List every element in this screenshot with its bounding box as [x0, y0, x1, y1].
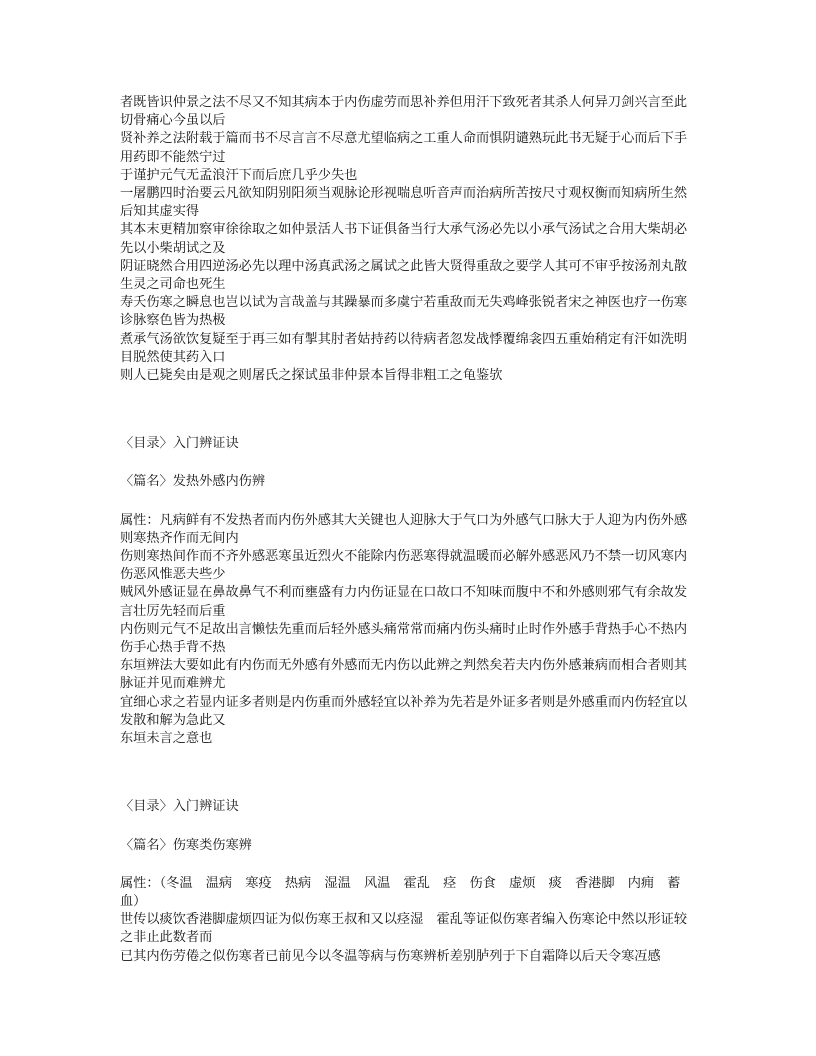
paragraph: 世传以痰饮香港脚虚烦四证为似伤寒王叔和又以痉湿 霍乱等证似伤寒者编入伤寒论中然以形证较之非止此数者而	[120, 912, 688, 946]
chapter-title: 〈篇名〉伤寒类伤寒辨	[120, 837, 252, 853]
chapter-title: 〈篇名〉发热外感内伤辨	[120, 474, 266, 490]
paragraph: 阴证晓然合用四逆汤必先以理中汤真武汤之属试之此皆大贤得重敌之要学人其可不审乎按汤剂丸散生灵之司命也死生	[120, 258, 688, 293]
paragraph: 煮承气汤欲饮复疑至于再三如有掣其肘者姑持药以待病者忽发战悸覆绵衾四五重始稍定有汗如洗明目脱然使其药入口	[120, 331, 688, 365]
paragraph: 于谨护元气无孟浪汗下而后庶几乎少失也	[120, 167, 358, 183]
paragraph: 属性：（冬温 温病 寒疫 热病 湿温 风温 霍乱 痉 伤食 虚烦 痰 香港脚 内痈 蓄血）	[120, 875, 681, 909]
paragraph: 已其内伤劳倦之似伤寒者已前见今以冬温等病与伤寒辨析差别胪列于下自霜降以后天令寒冱感	[120, 948, 661, 964]
paragraph: 东垣未言之意也	[120, 731, 213, 747]
paragraph: 寿夭伤寒之瞬息也岂以试为言哉盖与其躁暴而多虞宁若重敌而无失鸡峰张锐者宋之神医也疗一伤寒诊脉察色皆为热极	[120, 295, 688, 329]
paragraph: 者既皆识仲景之法不尽又不知其病本于内伤虚劳而思补养但用汗下致死者其杀人何异刀剑兴言至此切骨痛心今虽以后	[120, 95, 688, 129]
paragraph: 伤则寒热间作而不齐外感恶寒虽近烈火不能除内伤恶寒得就温暖而必解外感恶风乃不禁一切风寒内伤恶风惟恶夫些少	[120, 549, 688, 583]
paragraph: 属性：凡病鲜有不发热者而内伤外感其大关键也人迎脉大于气口为外感气口脉大于人迎为内伤外感则寒热齐作而无间内	[120, 512, 688, 546]
paragraph: 一屠鹏四时治要云凡欲知阴别阳须当观脉论形视喘息听音声而治病所苦按尺寸观权衡而知病所生然后知其虚实得	[120, 186, 688, 220]
paragraph: 贼风外感证显在鼻故鼻气不利而壅盛有力内伤证显在口故口不知味而腹中不和外感则邪气有余故发言壮厉先轻而后重	[120, 585, 688, 619]
section-fever-differentiation	[120, 435, 700, 748]
catalog-heading: 〈目录〉入门辨证诀	[120, 436, 239, 452]
catalog-heading: 〈目录〉入门辨证诀	[120, 799, 239, 815]
document-page	[120, 94, 700, 966]
paragraph: 贤补养之法附载于篇而书不尽言言不尽意尤望临病之工重人命而惧阴谴熟玩此书无疑于心而后下手用药即不能然宁过	[120, 131, 688, 165]
paragraph: 东垣辨法大要如此有内伤而无外感有外感而无内伤以此辨之判然矣若夫内伤外感兼病而相合者则其脉证并见而难辨尤	[120, 658, 688, 692]
section-cold-damage-differentiation	[120, 798, 700, 965]
paragraph: 其本末更精加察审徐徐取之如仲景活人书下证俱备当行大承气汤必先以小承气汤试之合用大柴胡必先以小柴胡试之及	[120, 222, 688, 256]
paragraph: 内伤则元气不足故出言懒怯先重而后轻外感头痛常常而痛内伤头痛时止时作外感手背热手心不热内伤手心热手背不热	[120, 621, 688, 656]
paragraph: 则人已毙矣由是观之则屠氏之探试虽非仲景本旨得非粗工之龟鉴欤	[120, 368, 503, 384]
intro-section	[120, 94, 700, 385]
paragraph: 宜细心求之若显内证多者则是内伤重而外感轻宜以补养为先若是外证多者则是外感重而内伤轻宜以发散和解为急此又	[120, 694, 688, 728]
